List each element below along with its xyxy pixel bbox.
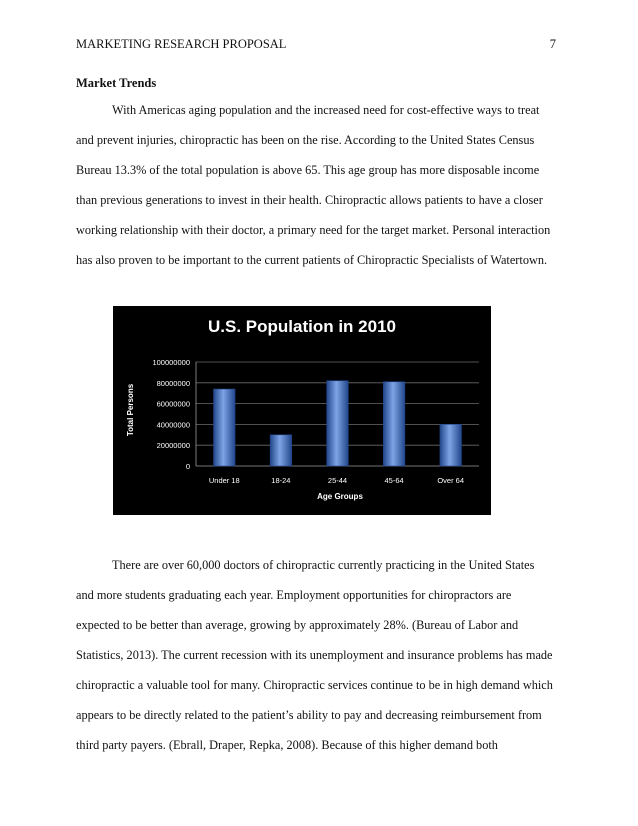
paragraph-line: With Americas aging population and the increased need for cost-effective ways to treat — [112, 103, 540, 117]
page-number: 7 — [549, 37, 556, 51]
x-tick-label: Over 64 — [437, 476, 465, 485]
paragraph-line: than previous generations to invest in their health. Chiropractic allows patients to have a closer — [76, 193, 543, 207]
paragraph-line: and more students graduating each year. Employment opportunities for chiropractors are — [76, 588, 512, 602]
x-axis-label: Age Groups — [317, 492, 363, 501]
x-tick-label: 25-44 — [327, 476, 348, 485]
chart-canvas — [113, 306, 491, 515]
x-tick-label: 18-24 — [271, 476, 291, 485]
paragraph-line: third party payers. (Ebrall, Draper, Repka, 2008). Because of this higher demand both — [76, 738, 498, 752]
section-heading: Market Trends — [76, 76, 157, 90]
paragraph-line: chiropractic a valuable tool for many. Chiropractic services continue to be in high demand which — [76, 678, 553, 692]
paragraph-line: appears to be directly related to the patient’s ability to pay and decreasing reimbursement from — [76, 708, 542, 722]
bar-25-44 — [327, 381, 349, 466]
y-tick-label: 20000000 — [156, 441, 190, 451]
bar-45-64 — [383, 382, 405, 466]
y-tick-label: 60000000 — [156, 399, 190, 409]
paragraph-line: and prevent injuries, chiropractic has been on the rise. According to the United States Census — [76, 133, 535, 147]
paragraph-market-trends — [76, 103, 566, 267]
paragraph-line: expected to be better than average, growing by approximately 28%. (Bureau of Labor and — [76, 618, 519, 632]
paragraph-line: Statistics, 2013). The current recession with its unemployment and insurance problems has made — [76, 648, 553, 662]
y-axis-label: Total Persons — [126, 383, 135, 437]
y-tick-label: 80000000 — [156, 378, 190, 388]
paragraph-line: There are over 60,000 doctors of chiropractic currently practicing in the United States — [112, 558, 535, 572]
paragraph-line: working relationship with their doctor, a primary need for the target market. Personal interaction — [76, 223, 551, 237]
x-tick-label: 45-64 — [384, 476, 404, 485]
x-tick-label: Under 18 — [208, 476, 240, 485]
y-tick-label: 100000000 — [152, 358, 190, 367]
paragraph-line: has also proven to be important to the current patients of Chiropractic Specialists of Watertown. — [76, 253, 548, 267]
population-bar-chart — [113, 306, 491, 515]
bar-under-18 — [214, 389, 236, 466]
chart-title: U.S. Population in 2010 — [208, 317, 396, 336]
paragraph-line: Bureau 13.3% of the total population is above 65. This age group has more disposable income — [76, 163, 540, 177]
page-header — [76, 37, 556, 53]
header-title: MARKETING RESEARCH PROPOSAL — [76, 37, 287, 51]
paragraph-chiropractic-demand — [76, 558, 566, 752]
y-tick-label: 0 — [185, 462, 190, 471]
bar-over-64 — [440, 424, 462, 466]
y-tick-label: 40000000 — [156, 420, 190, 430]
bar-18-24 — [270, 435, 292, 466]
